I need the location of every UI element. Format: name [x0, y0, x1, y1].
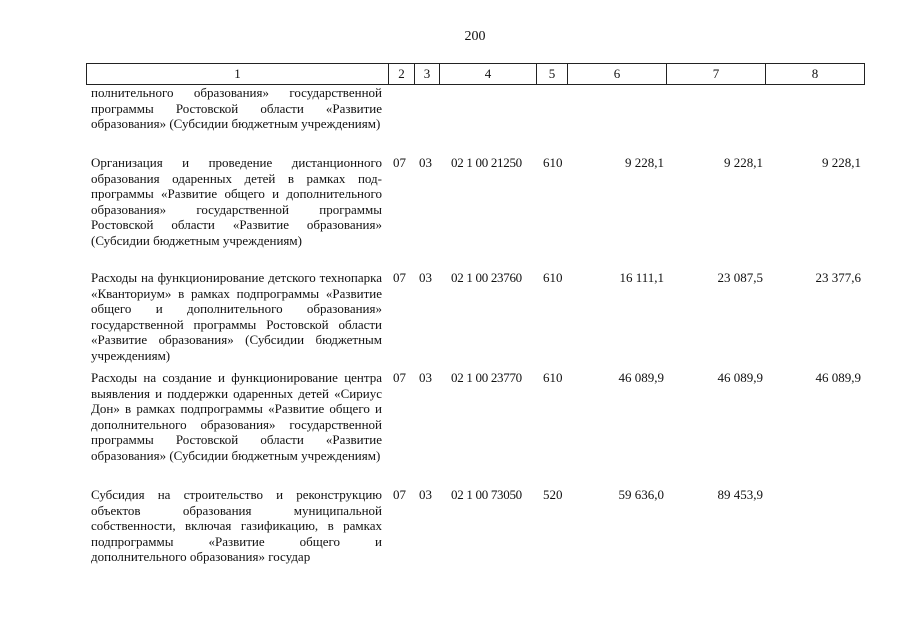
section-code: 07 — [393, 155, 406, 170]
subsection-code: 03 — [419, 155, 432, 170]
amount-col-7: 89 453,9 — [717, 487, 763, 502]
target-article-code: 02 1 00 23760 — [451, 270, 522, 285]
column-header: 4 — [440, 64, 537, 85]
row-description: Субсидия на строительство и реконструкцию объектов образования муниципальной собственности, включая газификацию, в рамках подпрограммы «Развитие общего и дополнительного образования» государ — [91, 487, 382, 565]
amount-col-6: 46 089,9 — [618, 370, 664, 385]
column-header: 3 — [415, 64, 440, 85]
amount-col-6: 16 111,1 — [619, 270, 664, 285]
expense-type-code: 610 — [543, 370, 563, 385]
amount-col-8: 23 377,6 — [815, 270, 861, 285]
row-description: Организация и проведение дистанционного образования одаренных детей в рамках подпрограммы «Развитие общего и дополнительного образования» государственной программы Ростовской области «Развитие образования» (Субсидии бюджетным учреждениям) — [91, 155, 382, 248]
column-header: 2 — [389, 64, 415, 85]
amount-col-8: 46 089,9 — [815, 370, 861, 385]
row-description: Расходы на создание и функционирование центра выявления и поддержки одаренных детей «Сириус Дон» в рамках подпрограммы «Развитие общего и дополнительного образования» государственной программы Ростовской области «Развитие образования» (Субсидии бюджетным учреждениям) — [91, 370, 382, 463]
subsection-code: 03 — [419, 370, 432, 385]
column-header: 6 — [568, 64, 667, 85]
row-description: Расходы на функционирование детского технопарка «Кванториум» в рамках подпрограммы «Развитие общего и дополнительного образования» государственной программы Ростовской области «Развитие образования» (Субсидии бюджетным учреждениям) — [91, 270, 382, 363]
column-header-row — [87, 64, 865, 85]
column-header: 5 — [537, 64, 568, 85]
subsection-code: 03 — [419, 270, 432, 285]
amount-col-7: 23 087,5 — [717, 270, 763, 285]
expense-type-code: 610 — [543, 270, 563, 285]
column-header: 1 — [87, 64, 389, 85]
subsection-code: 03 — [419, 487, 432, 502]
column-header: 8 — [766, 64, 865, 85]
expense-type-code: 520 — [543, 487, 563, 502]
target-article-code: 02 1 00 73050 — [451, 487, 522, 502]
section-code: 07 — [393, 370, 406, 385]
column-header-table — [86, 63, 865, 85]
expense-type-code: 610 — [543, 155, 563, 170]
page-number: 200 — [464, 29, 486, 44]
amount-col-6: 9 228,1 — [625, 155, 664, 170]
row-description: полнительного образования» государственной программы Ростовской области «Развитие образования» (Субсидии бюджетным учреждениям) — [91, 85, 382, 132]
amount-col-6: 59 636,0 — [618, 487, 664, 502]
section-code: 07 — [393, 487, 406, 502]
column-header: 7 — [667, 64, 766, 85]
target-article-code: 02 1 00 23770 — [451, 370, 522, 385]
amount-col-7: 46 089,9 — [717, 370, 763, 385]
section-code: 07 — [393, 270, 406, 285]
amount-col-8: 9 228,1 — [822, 155, 861, 170]
amount-col-7: 9 228,1 — [724, 155, 763, 170]
target-article-code: 02 1 00 21250 — [451, 155, 522, 170]
